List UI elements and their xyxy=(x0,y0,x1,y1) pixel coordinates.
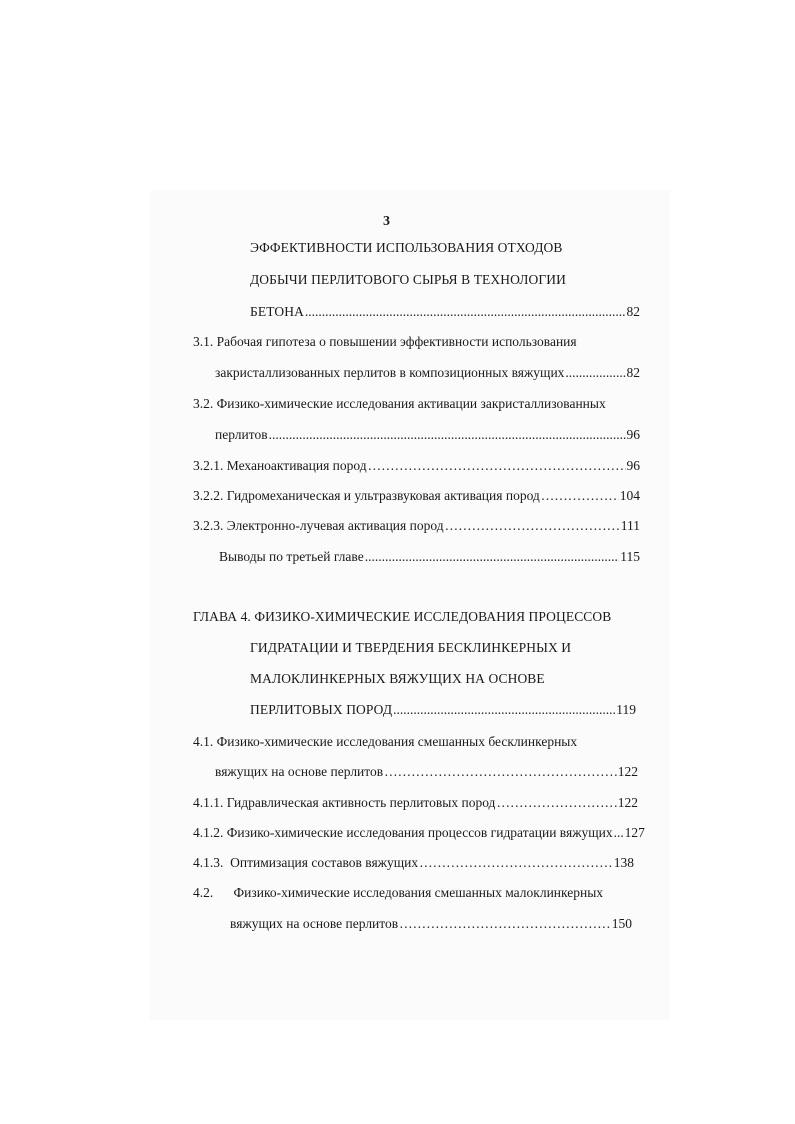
entry-text: Рабочая гипотеза о повышении эффективности использования xyxy=(216,334,577,349)
chapter4-heading-line-3: МАЛОКЛИНКЕРНЫХ ВЯЖУЩИХ НА ОСНОВЕ xyxy=(250,671,545,686)
page-ref: 96 xyxy=(626,458,640,473)
entry-text: Гидравлическая активность перлитовых пород xyxy=(226,795,496,810)
page-ref: 122 xyxy=(617,795,638,810)
toc-entry-4-1-3[interactable] xyxy=(193,855,634,871)
toc-entry-4-1-2[interactable] xyxy=(193,825,645,841)
chapter4-heading-line-4: ПЕРЛИТОВЫХ ПОРОД xyxy=(250,702,393,717)
toc-entry-3-2-continuation[interactable] xyxy=(215,427,640,443)
toc-entry-3-2-3[interactable] xyxy=(193,518,640,534)
leader-dots xyxy=(419,855,613,871)
leader-dots xyxy=(365,549,620,565)
page-ref: 82 xyxy=(626,304,640,319)
page-ref: 122 xyxy=(617,764,638,779)
page-ref: 104 xyxy=(619,488,640,503)
entry-text: вяжущих на основе перлитов xyxy=(230,916,399,931)
toc-entry-4-1-1[interactable] xyxy=(193,795,638,811)
entry-number: 3.2. xyxy=(193,396,214,411)
leader-dots xyxy=(368,458,626,474)
entry-text: Гидромеханическая и ультразвуковая активация пород xyxy=(226,488,540,503)
page-ref: 82 xyxy=(626,365,640,380)
leader-dots xyxy=(565,365,625,381)
page-ref: 96 xyxy=(626,427,640,442)
entry-text: Физико-химические исследования смешанных малоклинкерных xyxy=(233,885,604,900)
entry-text: Выводы по третьей главе xyxy=(219,549,364,564)
toc-entry-chapter4[interactable] xyxy=(250,702,636,718)
entry-text: Оптимизация составов вяжущих xyxy=(230,855,419,870)
entry-text: Электронно-лучевая активация пород xyxy=(226,518,444,533)
page-ref: 115 xyxy=(620,549,640,564)
leader-dots xyxy=(541,488,619,504)
page-ref: 150 xyxy=(611,916,632,931)
entry-text: Физико-химические исследования активации закристаллизованных xyxy=(216,396,606,411)
page-ref: 119 xyxy=(616,702,636,717)
toc-entry-3-2[interactable] xyxy=(193,396,606,412)
chapter3-heading-line-1: ЭФФЕКТИВНОСТИ ИСПОЛЬЗОВАНИЯ ОТХОДОВ xyxy=(250,240,563,255)
leader-dots xyxy=(399,916,611,932)
leader-dots xyxy=(305,304,626,320)
entry-text: Механоактивация пород xyxy=(226,458,367,473)
entry-number: 4.1.3. xyxy=(193,855,224,870)
chapter3-heading-line-3: БЕТОНА xyxy=(250,304,304,319)
chapter3-heading-line-2: ДОБЫЧИ ПЕРЛИТОВОГО СЫРЬЯ В ТЕХНОЛОГИИ xyxy=(250,272,566,287)
entry-text: Физико-химические исследования процессов гидратации вяжущих xyxy=(226,825,613,840)
toc-entry-4-1[interactable] xyxy=(193,734,577,750)
toc-entry-4-1-continuation[interactable] xyxy=(215,764,638,780)
leader-dots xyxy=(445,518,620,534)
entry-text: Физико-химические исследования смешанных бесклинкерных xyxy=(216,734,578,749)
entry-text: перлитов xyxy=(215,427,268,442)
toc-entry-3-1[interactable] xyxy=(193,334,577,350)
entry-text: закристаллизованных перлитов в композиционных вяжущих xyxy=(215,365,565,380)
entry-number: 4.1.1. xyxy=(193,795,224,810)
page-number: 3 xyxy=(383,214,390,229)
leader-dots xyxy=(269,427,626,443)
entry-number: 4.1.2. xyxy=(193,825,224,840)
entry-number: 3.2.3. xyxy=(193,518,224,533)
toc-entry-4-2-continuation[interactable] xyxy=(230,916,632,932)
leader-dots xyxy=(614,825,624,841)
toc-entry-chapter3[interactable] xyxy=(250,304,640,320)
page-ref: 127 xyxy=(624,825,645,840)
leader-dots xyxy=(384,764,617,780)
page-ref: 111 xyxy=(620,518,640,533)
entry-number: 3.2.2. xyxy=(193,488,224,503)
leader-dots xyxy=(393,702,615,718)
toc-entry-3-1-continuation[interactable] xyxy=(215,365,640,381)
leader-dots xyxy=(496,795,616,811)
entry-number: 3.2.1. xyxy=(193,458,224,473)
entry-number: 4.2. xyxy=(193,885,214,900)
toc-entry-3-2-2[interactable] xyxy=(193,488,640,504)
toc-entry-conclusions-3[interactable] xyxy=(219,549,640,565)
chapter4-heading-line-1: ГЛАВА 4. ФИЗИКО-ХИМИЧЕСКИЕ ИССЛЕДОВАНИЯ ПРОЦЕССОВ xyxy=(193,609,612,624)
toc-entry-4-2[interactable] xyxy=(193,885,603,901)
entry-number: 4.1. xyxy=(193,734,214,749)
page-ref: 138 xyxy=(613,855,634,870)
entry-text: вяжущих на основе перлитов xyxy=(215,764,384,779)
toc-entry-3-2-1[interactable] xyxy=(193,458,640,474)
chapter4-heading-line-2: ГИДРАТАЦИИ И ТВЕРДЕНИЯ БЕСКЛИНКЕРНЫХ И xyxy=(250,640,572,655)
entry-number: 3.1. xyxy=(193,334,214,349)
